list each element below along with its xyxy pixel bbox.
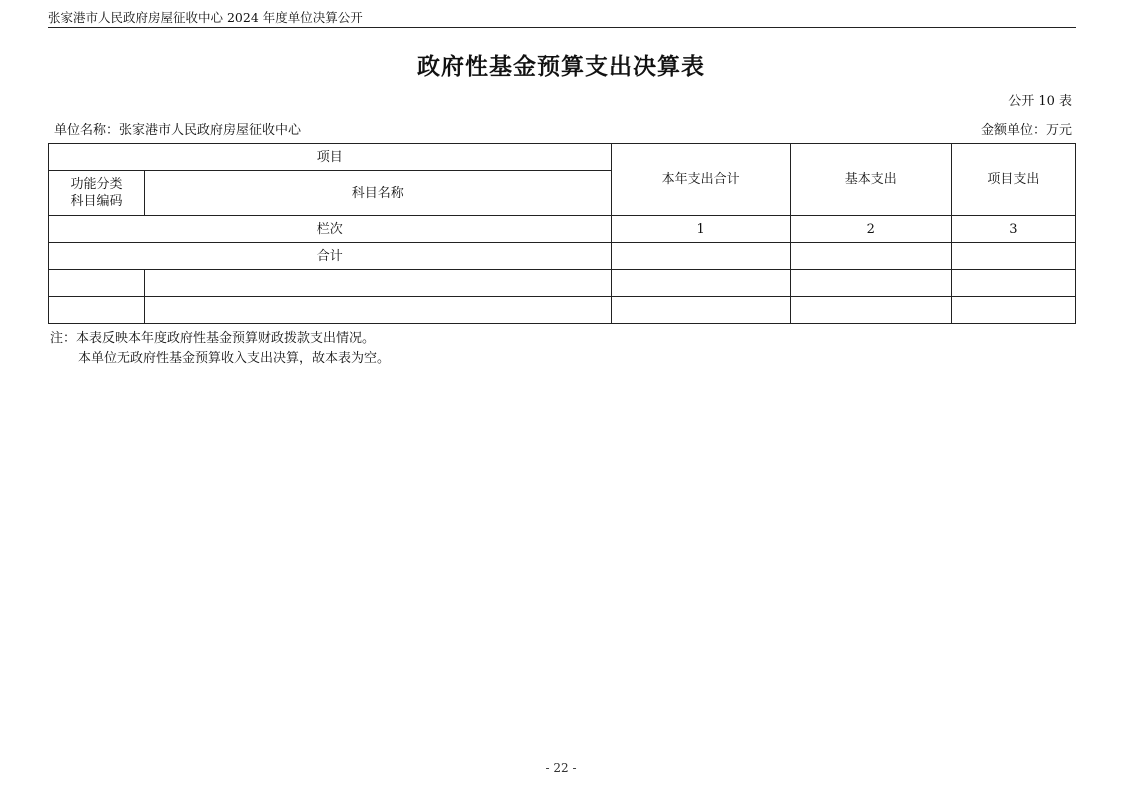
document-header: 张家港市人民政府房屋征收中心 2024 年度单位决算公开 bbox=[48, 10, 363, 25]
page-title: 政府性基金预算支出决算表 bbox=[417, 53, 705, 80]
row-subject-name bbox=[145, 270, 611, 297]
column-number-row bbox=[49, 216, 1076, 243]
total-row bbox=[49, 243, 1076, 270]
unit-name-label: 单位名称：张家港市人民政府房屋征收中心 bbox=[54, 123, 302, 138]
column-number-1: 1 bbox=[611, 216, 790, 243]
subject-name-header: 科目名称 bbox=[145, 171, 611, 216]
row-function-code bbox=[49, 270, 145, 297]
table-header-row bbox=[49, 144, 1076, 171]
row-basic-expense bbox=[790, 297, 951, 324]
row-project-expense bbox=[951, 297, 1075, 324]
table-note: 注：本表反映本年度政府性基金预算财政拨款支出情况。 bbox=[50, 331, 376, 346]
function-code-header-line1: 功能分类 bbox=[70, 177, 123, 192]
function-code-header bbox=[49, 171, 145, 216]
row-total-expense bbox=[611, 297, 790, 324]
project-header: 项目 bbox=[49, 144, 612, 171]
total-row-basic-expense bbox=[790, 243, 951, 270]
row-total-expense bbox=[611, 270, 790, 297]
function-code-header-line2: 科目编码 bbox=[70, 194, 123, 209]
row-subject-name bbox=[145, 297, 611, 324]
total-expense-header: 本年支出合计 bbox=[611, 144, 790, 216]
table-row bbox=[49, 270, 1076, 297]
row-basic-expense bbox=[790, 270, 951, 297]
column-number-2: 2 bbox=[790, 216, 951, 243]
total-row-total-expense bbox=[611, 243, 790, 270]
total-row-project-expense bbox=[951, 243, 1075, 270]
basic-expense-header: 基本支出 bbox=[790, 144, 951, 216]
project-expense-header: 项目支出 bbox=[951, 144, 1075, 216]
row-function-code bbox=[49, 297, 145, 324]
row-project-expense bbox=[951, 270, 1075, 297]
table-row bbox=[49, 297, 1076, 324]
form-number: 公开 10 表 bbox=[1008, 94, 1072, 109]
page-number: - 22 - bbox=[545, 761, 577, 775]
budget-expense-table bbox=[48, 143, 1076, 324]
amount-unit-label: 金额单位：万元 bbox=[980, 123, 1072, 138]
header-divider bbox=[48, 27, 1076, 28]
total-row-label: 合计 bbox=[49, 243, 612, 270]
column-number-3: 3 bbox=[951, 216, 1075, 243]
column-row-label: 栏次 bbox=[49, 216, 612, 243]
table-note-continued: 本单位无政府性基金预算收入支出决算，故本表为空。 bbox=[78, 351, 391, 366]
